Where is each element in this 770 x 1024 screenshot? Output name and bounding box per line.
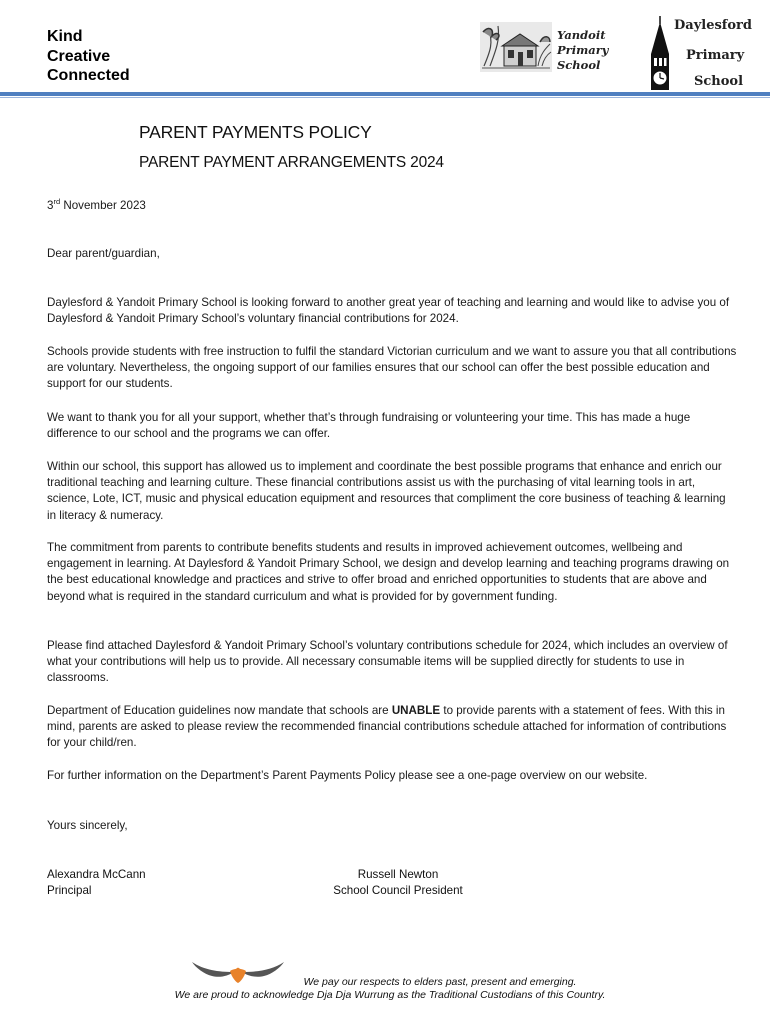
date-suffix: rd bbox=[53, 197, 61, 207]
signature-principal bbox=[47, 867, 146, 899]
paragraph-dept-guidelines bbox=[47, 703, 737, 752]
school-motto bbox=[47, 27, 130, 86]
signature-council-president bbox=[326, 867, 470, 899]
signatory-title: School Council President bbox=[333, 884, 463, 898]
date-day: 3 bbox=[47, 199, 54, 212]
ack-line: We are proud to acknowledge Dja Dja Wurrung as the Traditional Custodians of this Country. bbox=[174, 989, 606, 1001]
logo-text: Yandoit bbox=[557, 28, 606, 42]
paragraph: The commitment from parents to contribute benefits students and results in improved achievement outcomes, wellbeing and engagement in learning. At Daylesford & Yandoit Primary School, we design and develop learning and teaching programs drawing on the best educational knowledge and practices and strive to offer broad and enriched opportunities to students that are above and beyond what is required in the standard curriculum and what is provided for by government funding. bbox=[47, 541, 730, 603]
logo-text: School bbox=[694, 74, 744, 89]
page-title: PARENT PAYMENTS POLICY bbox=[139, 122, 372, 142]
paragraph: Daylesford & Yandoit Primary School is looking forward to another great year of teaching and learning and would like to advise you of Daylesford & Yandoit Primary School’s voluntary financial contributions for 2024. bbox=[47, 296, 730, 326]
signatory-title: Principal bbox=[47, 884, 92, 898]
text: to provide parents with a statement of fees. With this in mind, parents are asked to please review the recommended financial contributions schedule attached for information of contributions for your child/ren. bbox=[47, 704, 727, 750]
logo-text: Daylesford bbox=[674, 18, 752, 33]
clock-tower-icon bbox=[645, 16, 675, 92]
date-rest: November 2023 bbox=[60, 199, 146, 212]
text: Department of Education guidelines now mandate that schools are bbox=[47, 704, 392, 717]
motto-line: Connected bbox=[47, 67, 130, 84]
logo-text: Primary bbox=[686, 48, 745, 63]
signatory-name: Alexandra McCann bbox=[47, 868, 146, 881]
ack-line: We pay our respects to elders past, present and emerging. bbox=[303, 976, 577, 988]
logo-text: School bbox=[557, 58, 601, 72]
paragraph: Within our school, this support has allowed us to implement and coordinate the best possible programs that enhance and enrich our traditional teaching and learning culture. These financial contributions assist us with the purchasing of vital learning tools in art, science, Lote, ICT, music and physical education equipment and resources that compliment the core business of teaching & learning in literacy & numeracy. bbox=[47, 460, 726, 522]
paragraph: We want to thank you for all your support, whether that’s through fundraising or volunteering your time. This has made a huge difference to our school and the programs we can offer. bbox=[47, 411, 691, 441]
header-divider bbox=[0, 92, 770, 99]
salutation: Dear parent/guardian, bbox=[47, 247, 160, 260]
motto-line: Kind bbox=[47, 28, 83, 45]
motto-line: Creative bbox=[47, 47, 111, 65]
signatory-name: Russell Newton bbox=[357, 868, 439, 881]
acknowledgement-of-country bbox=[0, 976, 770, 1002]
closing: Yours sincerely, bbox=[47, 819, 128, 832]
letter-date bbox=[47, 198, 737, 214]
paragraph-further-info: For further information on the Department’s Parent Payments Policy please see a one-page overview on our website. bbox=[47, 769, 648, 782]
paragraph: Schools provide students with free instruction to fulfil the standard Victorian curriculum and we want to assure you that all contributions are voluntary. Nevertheless, the ongoing support of our families ensures that our school can offer the best possible education and support for our students. bbox=[47, 345, 737, 391]
yandoit-primary-school-logo bbox=[557, 28, 608, 73]
yandoit-school-building-sketch bbox=[480, 22, 552, 72]
logo-text: Primary bbox=[557, 43, 609, 57]
page-subtitle: PARENT PAYMENT ARRANGEMENTS 2024 bbox=[139, 154, 444, 171]
emphasis-text: UNABLE bbox=[391, 704, 441, 717]
paragraph: Please find attached Daylesford & Yandoit Primary School’s voluntary contributions schedule for 2024, which includes an overview of what your contributions will help us to provide. All necessary consumable items will be supplied directly for students to use in classrooms. bbox=[47, 639, 728, 685]
